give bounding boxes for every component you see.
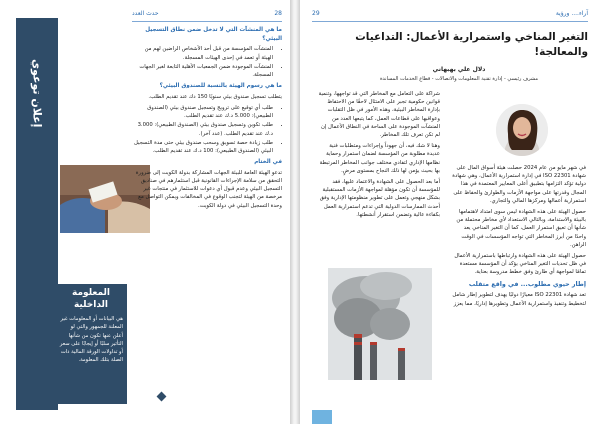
article-title: التغير المناخي واستمرارية الأعمال: التداعيات والمعالجة! xyxy=(355,31,588,58)
accent-bar xyxy=(312,410,332,424)
paragraph: وهنا لا شك فيه، أن جهوداً وإجراءات ومتطلبات فنية عديدة مطلوبة من المؤسسة لضمان استمرار وحماية نظامها الإداري لتفادي مختلف جوانب المخاطر المرتبطة بها بحيث يؤمن لها ذلك النجاح بمستوى مرضٍ. xyxy=(319,143,440,174)
question-heading: ما هي المنشآت التي لا تدخل ضمن نطاق التسجيل البيئي؟ xyxy=(145,27,282,42)
info-box-title: المعلومة الداخلية xyxy=(72,288,110,310)
sidebar-banner xyxy=(16,18,58,410)
author-affiliation: مشرف رئيسي - إدارة تقنية المعلومات والاتصالات - قطاع الخدمات المساندة xyxy=(379,76,539,82)
author-name: دلال علي بهبهاني xyxy=(432,66,486,73)
header-section: آراء.... ورؤية xyxy=(555,10,588,17)
diamond-ornament xyxy=(157,392,167,402)
question-heading: ما هي رسوم الهيئة بالنسبة للصندوق البيئي؟ xyxy=(159,83,282,90)
left-page-text xyxy=(132,26,282,213)
paragraph: تدعو الهيئة العامة للبيئة الجهات المشاركة بدولة الكويت إلى ضرورة التحقق من سلامة الإجراءات القانونية قبل استثمارهم في صناديق التسجيل البيئي وعدم قبول أي دعوات للاستثمار في منتجات غير مرخصة من الهيئة لتجنب الوقوع في المخالفات ويمكن التواصل مع وحدة التسجيل البيئي في دولة الكويت. xyxy=(135,169,282,209)
question-heading: في الختام xyxy=(254,159,282,166)
list-item: • المنشآت الموجودة ضمن الجمعيات الأهلية التابعة لغير الجهات المسجلة. xyxy=(132,63,273,79)
paragraph: تعد شهادة 22301 ISO معيارًا دوليًا يهدف لتطوير إطار شامل لتخطيط وتنفيذ واستمرارية الأعمال وتطويرها إداريًا، مما يعزز xyxy=(452,292,586,307)
info-box xyxy=(55,284,127,404)
info-box-text: هي البيانات أو المعلومات غير المعلنة للجمهور والتي لو أعلن عنها تكون من شأنها التأثير سلبًا أو إيجابًا على سعر أو تداولات الورقة المالية ذات الصلة بتلك المعلومة. xyxy=(59,316,123,363)
subheading: إطار حيوي مطلوب... في واقع متقلب xyxy=(468,280,586,288)
sidebar-label: إعلان توعوي xyxy=(30,58,44,128)
bullet-list xyxy=(132,45,282,79)
header-page-number: 28 xyxy=(274,10,282,17)
right-page-header xyxy=(312,9,588,22)
smokestack-photo xyxy=(328,268,432,380)
paragraph: شراكة على التعامل مع المخاطر التي قد تواجهها، وتنمية قوانين حكومية تجبر على الامتثال لاحقًا من الاحتفاظ بإدارة المخاطر البيئية، وهذه الأمور في ظل التقلبات وعواقبها على قطاعات العمل، كما يتبعها العدد من المنشآت الموجودة على الساحة في النطاق الأعمال إن لم تكن تعرف تلك المخاطر. xyxy=(318,91,440,139)
list-item: • المنشآت المؤسسة من قبل أحد الأشخاص الراضين لهم من الهيئة أو تعمد في إحدى الهيئات المسجلة. xyxy=(132,45,273,61)
list-item: • طلب زيادة حصة تسويق وسحب صندوق بيئي حتى مدة التسجيل البيئي (الصندوق الطبيعي): 100 د.ك عند تقديم الطلب. xyxy=(132,139,273,155)
paragraph: حصول الهيئة على هذه الشهادة وارتباطها باستمرارية الأعمال في ظل تحديات التغير المناخي يؤكد أن المؤسسة مستعدة تمامًا لمواجهة أي طارئ وفق خطط مدروسة بعناية. xyxy=(454,253,586,276)
article-column-left xyxy=(318,90,440,222)
left-page-header xyxy=(132,9,282,22)
bullet-list xyxy=(132,104,282,155)
page-gutter xyxy=(290,0,300,424)
paragraph: أما بعد الحصول على الشهادة والاعتماد عليها، فقد للمؤسسة أن تكون مؤهلة لمواجهة الأزمات المستقبلية بشكل منهجي وتعمل على تطوير منظومتها الإدارية وفق أحدث الممارسات الدولية التي تدعم استمرارية العمل بكفاءة عالية وتضمن استقرار أنشطتها. xyxy=(319,179,440,218)
paragraph: يتطلب تسجيل صندوق بيئي سنويًا 150 دك عند تقديم الطلب. xyxy=(148,93,282,100)
paragraph: حصول الهيئة على هذه الشهادة ليس سوى امتداد لاهتمامها بالبيئة والاستدامة، وبالتالي الاستعداد لأي مخاطر محتملة من شأنها أن تعيق استمرار العمل، كما أن التغير المناخي يعد واحدًا من أبرز المخاطر التي تواجه المؤسسات في الوقت الراهن. xyxy=(456,209,586,248)
left-page xyxy=(0,0,290,424)
list-item: • طلب أي توقيع على ترويج وتسجيل صندوق بيئي (الصندوق الطبيعي): 5.000 د.ك عند تقديم الطلب. xyxy=(132,104,273,120)
header-section: حدث العدد xyxy=(132,10,159,17)
article-column-right xyxy=(452,164,586,311)
paragraph: في شهر مايو من عام 2024 حصلت هيئة أسواق المال على شهادة 22301 ISO في إدارة استمرارية الأعمال، وهي شهادة دولية تؤكد التزامها بتطبيق أعلى المعايير المعتمدة في هذا المجال وقدرتها على مواجهة الأزمات والطوارئ والحفاظ على استمرارية أعمالها ومركزها المالي والتجاري. xyxy=(452,165,586,204)
header-page-number: 29 xyxy=(312,10,320,17)
list-item: • طلب تكوين وتسجيل صندوق بيئي (الصندوق الطبيعي): 3.000 د.ك عند تقديم الطلب. (عدد آخر). xyxy=(132,121,273,137)
right-page xyxy=(300,0,600,424)
author-portrait xyxy=(496,104,548,156)
